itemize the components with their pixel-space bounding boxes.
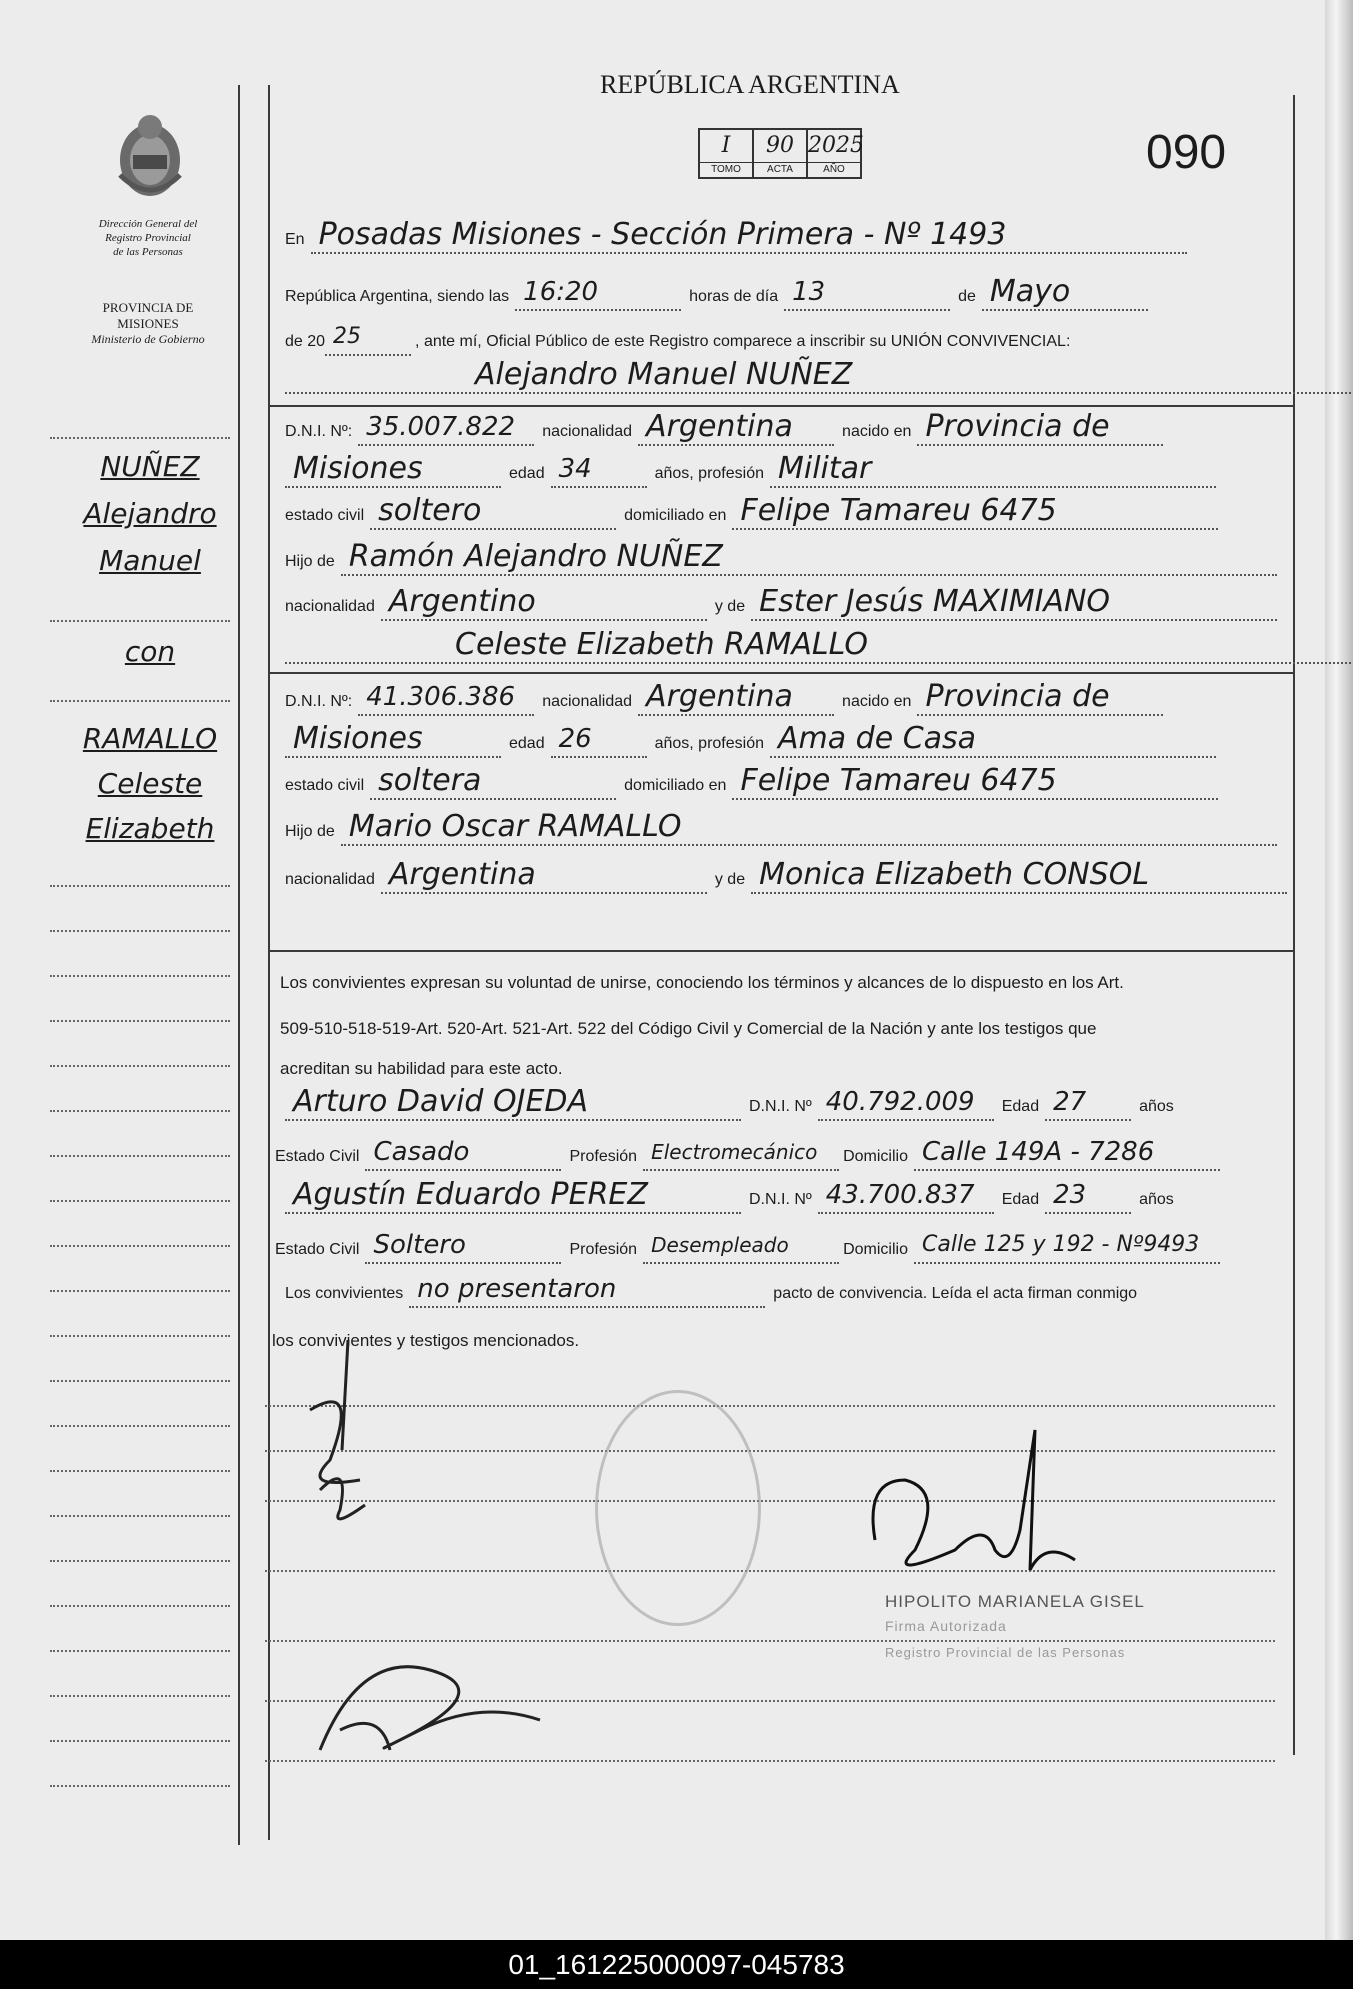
person2-name-row xyxy=(285,628,1353,664)
w2-prof-value: Desempleado xyxy=(643,1228,839,1264)
margin-rule xyxy=(50,1425,230,1427)
p1-madre-value: Ester Jesús MAXIMIANO xyxy=(751,585,1277,621)
margin-rule xyxy=(50,1200,230,1202)
p1-nacido-value-1: Provincia de xyxy=(917,410,1163,446)
closing-conv-label: Los convivientes xyxy=(285,1285,404,1302)
p2-hijo-label: Hijo de xyxy=(285,823,335,840)
margin-name-2b: Celeste xyxy=(97,767,203,800)
margin-rule xyxy=(50,700,230,702)
p2-nac2-value: Argentina xyxy=(381,858,707,894)
declaration-line-3: acreditan su habilidad para este acto. xyxy=(280,1059,563,1078)
margin-rule xyxy=(50,620,230,622)
official-seal-icon xyxy=(595,1390,761,1626)
p2-yde-label: y de xyxy=(714,871,746,888)
signature-rule xyxy=(265,1450,1275,1452)
w2-dni-label: D.N.I. Nº xyxy=(749,1191,812,1208)
w1-dom-value: Calle 149A - 7286 xyxy=(914,1135,1220,1171)
w2-name: Agustín Eduardo PEREZ xyxy=(285,1178,741,1214)
margin-rule xyxy=(50,1785,230,1787)
w1-row-2 xyxy=(275,1135,1220,1171)
margin-name-1a: NUÑEZ xyxy=(100,450,200,483)
p1-dni-label: D.N.I. Nº: xyxy=(285,423,353,440)
margin-rule xyxy=(50,885,230,887)
p1-yde-label: y de xyxy=(714,598,746,615)
tomo-cell xyxy=(700,130,754,177)
closing-pacto-value: no presentaron xyxy=(409,1272,765,1308)
p1-row-4 xyxy=(285,540,1277,576)
p1-nac2-label: nacionalidad xyxy=(285,598,375,615)
margin-rule xyxy=(50,1155,230,1157)
official-signature-icon xyxy=(845,1420,1105,1600)
year-suffix: 25 xyxy=(325,320,411,356)
left-margin-rule xyxy=(268,85,270,1840)
p2-nac-value: Argentina xyxy=(638,680,834,716)
outer-left-rule xyxy=(238,85,240,1845)
acta-cell xyxy=(754,130,808,177)
de-label: de xyxy=(958,288,976,305)
signature-rule xyxy=(265,1570,1275,1572)
p1-nac2-value: Argentino xyxy=(381,585,707,621)
p2-row-2 xyxy=(285,722,1216,758)
tomo-label: TOMO xyxy=(711,164,741,175)
w1-dom-label: Domicilio xyxy=(843,1148,908,1165)
w1-dni-value: 40.792.009 xyxy=(818,1085,994,1121)
place-value: Posadas Misiones - Sección Primera - Nº 1493 xyxy=(311,218,1187,254)
signature-rule xyxy=(265,1405,1275,1407)
p2-nac-label: nacionalidad xyxy=(542,693,633,710)
mes-value: Mayo xyxy=(982,275,1148,311)
p2-nac2-label: nacionalidad xyxy=(285,871,375,888)
official-office: Registro Provincial de las Personas xyxy=(885,1645,1126,1660)
signature-rule xyxy=(265,1500,1275,1502)
margin-connector: con xyxy=(124,635,176,668)
w2-civil-value: Soltero xyxy=(365,1228,561,1264)
margin-rule xyxy=(50,1380,230,1382)
p1-nacido-label: nacido en xyxy=(842,423,912,440)
margin-rule xyxy=(50,1110,230,1112)
p1-civil-label: estado civil xyxy=(285,507,365,524)
p2-row-3 xyxy=(285,764,1218,800)
margin-rule xyxy=(50,1020,230,1022)
w2-dom-value: Calle 125 y 192 - Nº9493 xyxy=(914,1228,1220,1264)
margin-name-2a: RAMALLO xyxy=(82,722,218,755)
anio-value: 2025 xyxy=(808,130,860,163)
separator-3 xyxy=(268,950,1295,952)
w1-name: Arturo David OJEDA xyxy=(285,1085,741,1121)
hora-value: 16:20 xyxy=(515,275,681,311)
margin-rule xyxy=(50,437,230,439)
signature-witness-icon xyxy=(300,1630,560,1770)
coat-of-arms-icon xyxy=(105,105,195,200)
year-prefix: de 20 xyxy=(285,333,326,350)
p2-dom-value: Felipe Tamareu 6475 xyxy=(732,764,1218,800)
p1-row-1 xyxy=(285,410,1163,446)
declaration-line-1: Los convivientes expresan su voluntad de unirse, conociendo los términos y alcances de lo dispuesto en los Art. xyxy=(280,973,1124,992)
logo-text-1: Dirección General del xyxy=(98,218,198,230)
p2-dni-label: D.N.I. Nº: xyxy=(285,693,353,710)
p2-nacido-label: nacido en xyxy=(842,693,912,710)
page-number: 090 xyxy=(1146,126,1227,179)
w1-civil-label: Estado Civil xyxy=(275,1148,360,1165)
margin-rule xyxy=(50,1065,230,1067)
margin-rule xyxy=(50,1560,230,1562)
p1-hijo-label: Hijo de xyxy=(285,553,335,570)
province-line-2: MISIONES xyxy=(117,316,179,331)
margin-name-1b: Alejandro xyxy=(83,497,217,530)
margin-name-1c: Manuel xyxy=(99,544,201,577)
page-edge xyxy=(1325,0,1353,1940)
person1-name-row xyxy=(285,358,1353,394)
p2-civil-value: soltera xyxy=(370,764,616,800)
logo-text-2: Registro Provincial xyxy=(105,232,191,244)
p2-nacido-value-1: Provincia de xyxy=(917,680,1163,716)
separator-2 xyxy=(268,672,1295,674)
signature-convivientes-icon xyxy=(270,1340,400,1540)
margin-rule xyxy=(50,1470,230,1472)
w1-row-1 xyxy=(285,1085,1180,1121)
margin-name-2c: Elizabeth xyxy=(85,812,215,845)
person2-full-name: Celeste Elizabeth RAMALLO xyxy=(285,628,1353,664)
w1-dni-label: D.N.I. Nº xyxy=(749,1098,812,1115)
w1-edad-label: Edad xyxy=(1001,1098,1040,1115)
w2-row-1 xyxy=(285,1178,1180,1214)
margin-rule xyxy=(50,975,230,977)
horas-label: horas de día xyxy=(689,288,779,305)
republica-label: República Argentina, siendo las xyxy=(285,288,510,305)
closing-row-1 xyxy=(285,1272,1143,1308)
margin-rule xyxy=(50,1650,230,1652)
p1-edad-value: 34 xyxy=(551,452,647,488)
w1-civil-value: Casado xyxy=(365,1135,561,1171)
w1-prof-label: Profesión xyxy=(569,1148,638,1165)
ministry-line: Ministerio de Gobierno xyxy=(91,332,205,346)
tomo-value: I xyxy=(700,130,752,163)
dia-value: 13 xyxy=(784,275,950,311)
person1-full-name: Alejandro Manuel NUÑEZ xyxy=(285,358,1353,394)
registry-box xyxy=(698,128,862,179)
w2-anios-label: años xyxy=(1139,1191,1174,1208)
margin-rule xyxy=(50,1290,230,1292)
en-label: En xyxy=(285,231,305,248)
anio-label: AÑO xyxy=(823,164,845,175)
closing-pacto-text: pacto de convivencia. Leída el acta firman conmigo xyxy=(773,1285,1138,1302)
w2-prof-label: Profesión xyxy=(569,1241,638,1258)
official-name: HIPOLITO MARIANELA GISEL xyxy=(885,1592,1145,1611)
p2-edad-value: 26 xyxy=(551,722,647,758)
p2-prof-value: Ama de Casa xyxy=(770,722,1216,758)
p1-prof-label: años, profesión xyxy=(654,465,764,482)
p1-row-2 xyxy=(285,452,1216,488)
p1-dni-value: 35.007.822 xyxy=(358,410,534,446)
right-rule xyxy=(1293,95,1295,1755)
separator-1 xyxy=(268,405,1295,407)
margin-rule xyxy=(50,1335,230,1337)
p2-row-1 xyxy=(285,680,1163,716)
intro-row-1 xyxy=(285,218,1187,254)
p1-row-3 xyxy=(285,494,1218,530)
official-role: Firma Autorizada xyxy=(885,1618,1007,1634)
p2-prof-label: años, profesión xyxy=(654,735,764,752)
margin-rule xyxy=(50,1515,230,1517)
w1-prof-value: Electromecánico xyxy=(643,1135,839,1171)
p2-row-5 xyxy=(285,858,1287,894)
margin-rule xyxy=(50,1605,230,1607)
declaration-line-2: 509-510-518-519-Art. 520-Art. 521-Art. 522 del Código Civil y Comercial de la Nación y ante los testigos que xyxy=(280,1019,1097,1038)
p1-nac-value: Argentina xyxy=(638,410,834,446)
p1-dom-label: domiciliado en xyxy=(624,507,727,524)
intro-row-2 xyxy=(285,275,1148,311)
margin-rule xyxy=(50,1695,230,1697)
acta-value: 90 xyxy=(754,130,806,163)
acta-label: ACTA xyxy=(767,164,793,175)
coat-of-arms xyxy=(100,105,200,205)
w2-edad-label: Edad xyxy=(1001,1191,1040,1208)
p2-row-4 xyxy=(285,810,1277,846)
p2-civil-label: estado civil xyxy=(285,777,365,794)
document-title: REPÚBLICA ARGENTINA xyxy=(600,70,900,99)
p2-madre-value: Monica Elizabeth CONSOL xyxy=(751,858,1287,894)
w1-anios-label: años xyxy=(1139,1098,1174,1115)
closing-line-2: los convivientes y testigos mencionados. xyxy=(272,1331,580,1350)
w2-row-2 xyxy=(275,1228,1220,1264)
p2-nacido-value-2: Misiones xyxy=(285,722,501,758)
intro-row-3 xyxy=(285,320,1076,356)
margin-rule xyxy=(50,1740,230,1742)
statement-text: , ante mí, Oficial Público de este Registro comparece a inscribir su UNIÓN CONVIVENCIAL: xyxy=(415,333,1071,350)
w2-dni-value: 43.700.837 xyxy=(818,1178,994,1214)
p1-edad-label: edad xyxy=(509,465,545,482)
w2-dom-label: Domicilio xyxy=(843,1241,908,1258)
anio-cell xyxy=(808,130,864,177)
p2-padre-value: Mario Oscar RAMALLO xyxy=(341,810,1277,846)
w2-civil-label: Estado Civil xyxy=(275,1241,360,1258)
p1-nac-label: nacionalidad xyxy=(542,423,633,440)
p2-dom-label: domiciliado en xyxy=(624,777,727,794)
p1-padre-value: Ramón Alejandro NUÑEZ xyxy=(341,540,1277,576)
p1-civil-value: soltero xyxy=(370,494,616,530)
p2-dni-value: 41.306.386 xyxy=(358,680,534,716)
w2-edad-value: 23 xyxy=(1045,1178,1131,1214)
logo-text-3: de las Personas xyxy=(113,246,183,258)
scan-footer-code: 01_161225000097-045783 xyxy=(0,1940,1353,1989)
margin-rule xyxy=(50,1245,230,1247)
p1-prof-value: Militar xyxy=(770,452,1216,488)
p2-edad-label: edad xyxy=(509,735,545,752)
p1-dom-value: Felipe Tamareu 6475 xyxy=(732,494,1218,530)
p1-nacido-value-2: Misiones xyxy=(285,452,501,488)
w1-edad-value: 27 xyxy=(1045,1085,1131,1121)
margin-rule xyxy=(50,930,230,932)
province-line-1: PROVINCIA DE xyxy=(102,300,194,315)
p1-row-5 xyxy=(285,585,1277,621)
